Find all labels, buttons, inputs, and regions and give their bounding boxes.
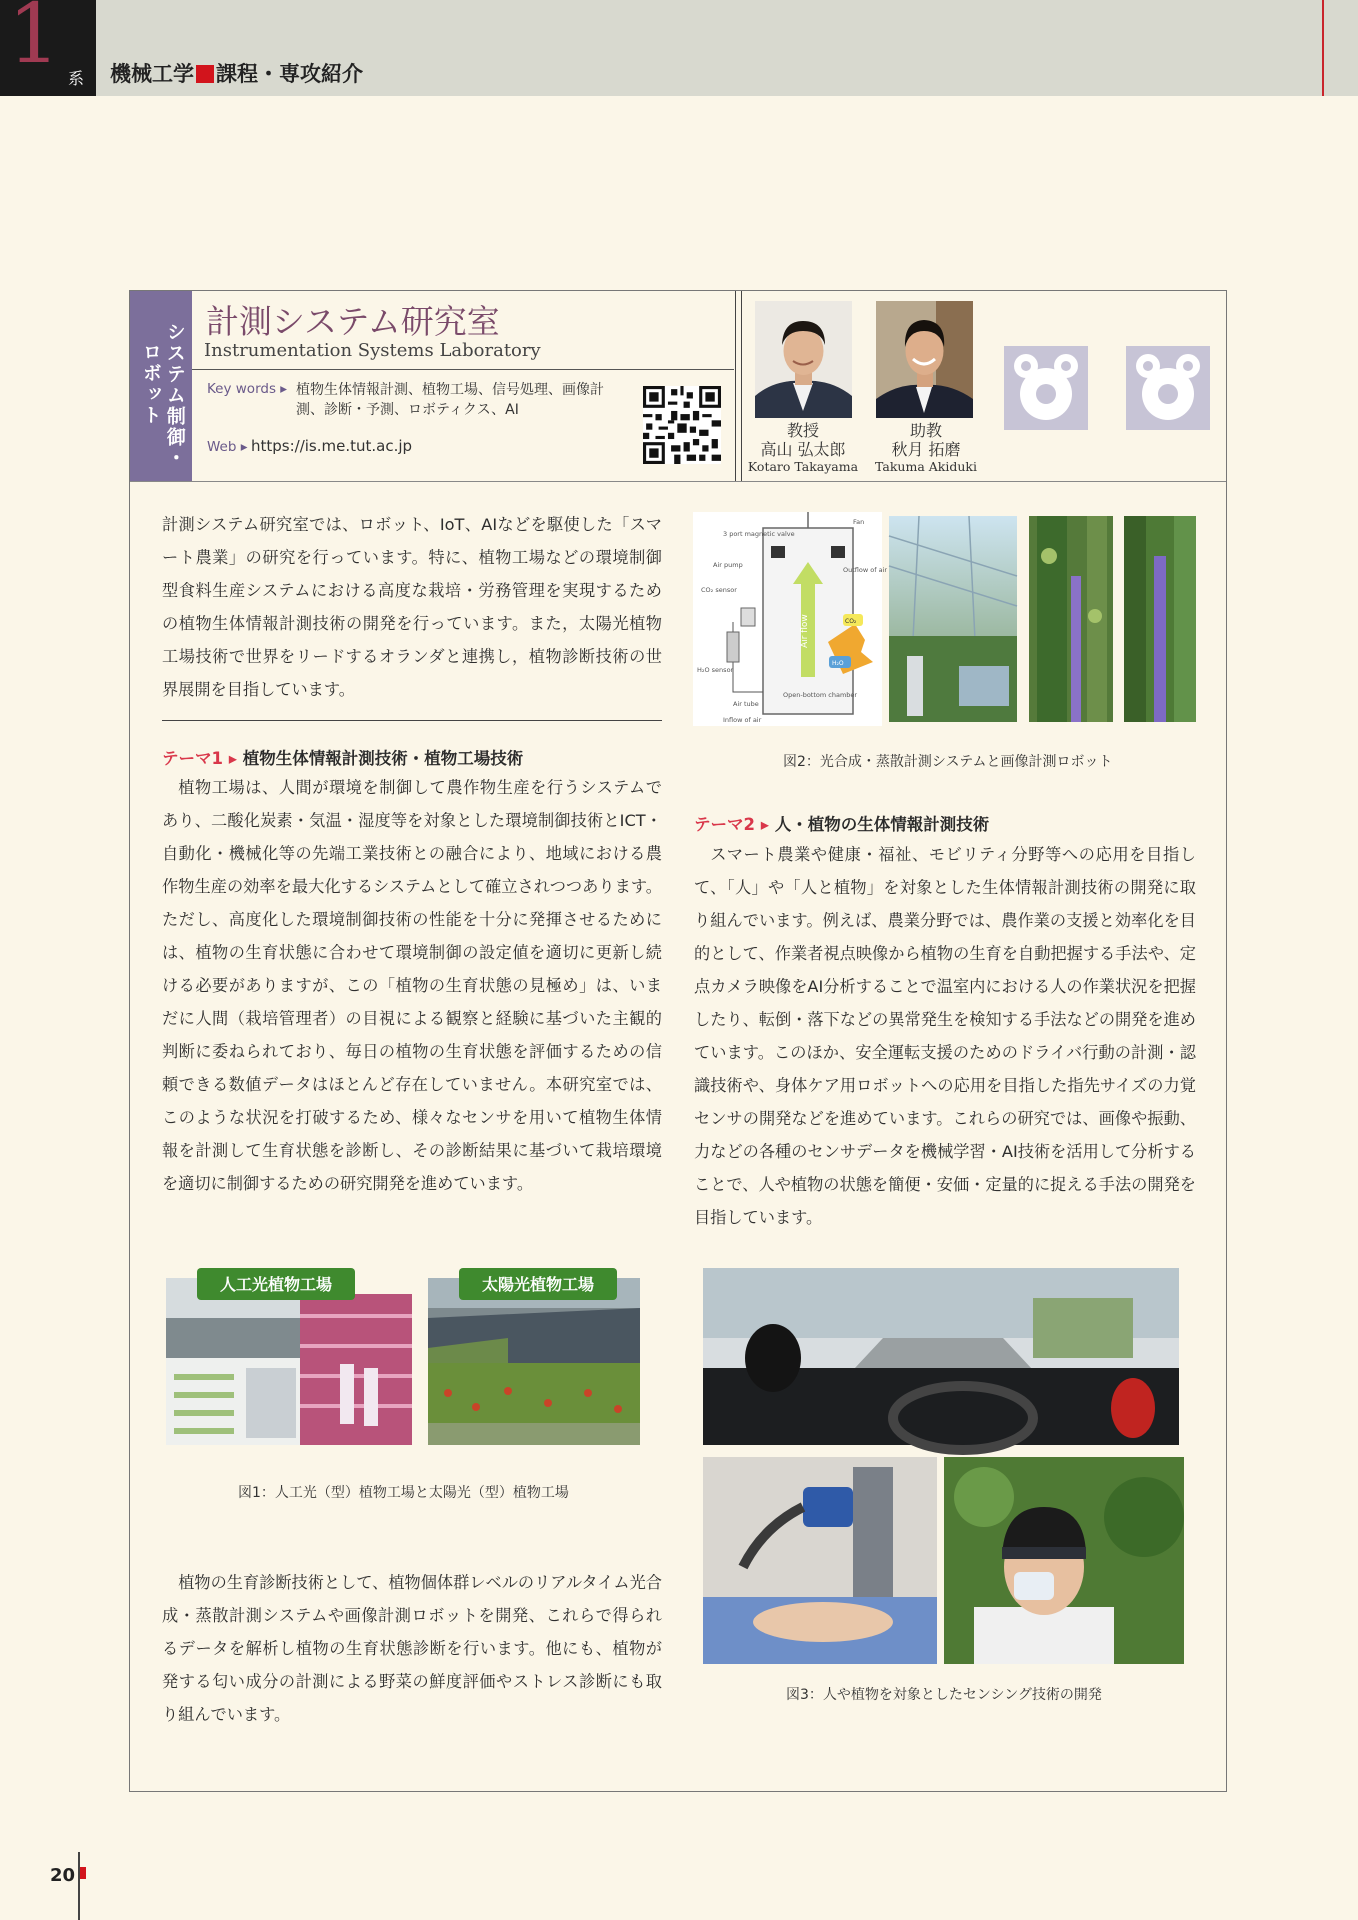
diagram-valve: 3 port magnetic valve [723,530,795,538]
web-label: Web ▸ [207,439,248,455]
page-marker [80,1867,86,1879]
keywords: 植物生体情報計測、植物工場、信号処理、画像計測、診断・予測、ロボティクス、AI [296,382,604,418]
category-line1: システム制御・ [163,322,186,469]
theme-title: 植物生体情報計測技術・植物工場技術 [242,749,524,768]
header-divider [1322,0,1324,96]
artificial-light-tag [197,1268,355,1300]
driving-simulator-photo [703,1268,1179,1445]
solar-tag-text: 太陽光植物工場 [481,1275,595,1294]
system-number: 1 [8,0,61,82]
assistant-professor-photo [876,301,973,418]
professor-photo [755,301,852,418]
header-course: 機械工学 [110,62,194,86]
divider [130,481,1226,482]
theme1-heading [162,745,523,769]
keywords-label: Key words ▸ [207,381,288,397]
page-number: 20 [50,1865,76,1886]
category-line2: ロボット [139,342,162,426]
divider [162,720,662,721]
diagram-pump: Air pump [713,561,743,569]
diagram-outflow: Outflow of air [843,566,888,574]
professor-caption [743,422,863,475]
figure3-caption: 図3：人や植物を対象としたセンシング技術の開発 [786,1687,1102,1703]
system-suffix: 系 [68,69,85,88]
theme-arrow-icon: ▸ [222,749,243,768]
diagram-h2o: H₂O sensor [697,666,734,674]
artificial-light-factory-photo-b [300,1294,412,1445]
header-title [110,58,363,88]
airflow-label: Air flow [800,614,810,648]
theme-title: 人・植物の生体情報計測技術 [774,815,990,834]
theme-number: テーマ1 [162,749,223,768]
theme-arrow-icon: ▸ [754,815,775,834]
care-robot-photo [703,1457,937,1664]
figure1-caption: 図1：人工光（型）植物工場と太陽光（型）植物工場 [238,1485,569,1501]
theme2-body: スマート農業や健康・福祉、モビリティ分野等への応用を目指して、「人」や「人と植物」を対象とした生体情報計測技術の開発に取り組んでいます。例えば、農業分野では、農作業の支援と効率化を目的として、作業者視点映像から植物の生育を自動把握する手法や、定点カメラ映像をAI分析することで温室内における人の作業状況を把握したり、転倒・落下などの異常発生を検知する手法などの開発を進めています。このほか、安全運転支援のためのドライバ行動の計測・認識技術や、身体ケア用ロボットへの応用を目指した指先サイズの力覚センサの開発などを進めています。これらの研究では、画像や振動、力などの各種のセンサデータを機械学習・AI技術を活用して分析することで、人や植物の状態を簡便・安価・定量的に捉える手法の開発を目指しています。 [694,845,1196,1227]
staff-name-en: Takuma Akiduki [875,459,977,474]
staff-name: 高山 弘太郎 [760,440,846,459]
diagram-chamber: Open-bottom chamber [783,691,858,699]
placeholder-avatar-icon [1004,346,1088,430]
plant-sensing-person-photo [944,1457,1184,1664]
intro-paragraph: 計測システム研究室では、ロボット、IoT、AIなどを駆使した「スマート農業」の研究を行っています。特に、植物工場などの環境制御型食料生産システムにおける高度な栽培・労務管理を実現するための植物生体情報計測技術の開発を行っています。また，太陽光植物工場技術で世界をリードするオランダと連携し，植物診断技術の世界展開を目指しています。 [162,515,662,699]
red-square-icon [196,65,214,83]
greenhouse-robot-photo [889,516,1017,722]
staff-name-en: Kotaro Takayama [747,459,859,474]
diagram-co2: CO₂ sensor [701,586,737,594]
assistant-professor-caption [866,422,986,475]
bottom-paragraph: 植物の生育診断技術として、植物個体群レベルのリアルタイム光合成・蒸散計測システムや画像計測ロボットを開発、これらで得られるデータを解析し植物の生育状態診断を行います。他にも、植物が発する匂い成分の計測による野菜の鮮度評価やストレス診断にも取り組んでいます。 [162,1573,662,1724]
solar-tag [459,1268,617,1300]
plant-row-photo [1124,516,1196,722]
theme1-body: 植物工場は、人間が環境を制御して農作物生産を行うシステムであり、二酸化炭素・気温・湿度等を対象とした環境制御技術とICT・自動化・機械化等の先端工業技術との融合により、地域における農作物生産の効率を最大化するシステムとして確立されつつあります。ただし、高度化した環境制御技術の性能を十分に発揮させるためには、植物の生育状態に合わせて環境制御の設定値を適切に更新し続ける必要がありますが、この「植物の生育状態の見極め」は、いまだに人間（栽培管理者）の目視による観察と経験に基づいた主観的判断に委ねられており、毎日の植物の生育状態を評価するための信頼できる数値データはほとんど存在していません。本研究室では、このような状況を打破するため、様々なセンサを用いて植物生体情報を計測して生育状態を診断し、その診断結果に基づいて栽培環境を適切に制御するための研究開発を進めています。 [162,778,662,1193]
page-margin-line [78,1852,80,1920]
divider [741,291,742,481]
diagram-inflow: Inflow of air [723,716,762,724]
figure2-caption: 図2：光合成・蒸散計測システムと画像計測ロボット [783,754,1113,770]
solar-factory-tomato-photo [428,1363,640,1445]
lab-title: 計測システム研究室 [206,302,500,341]
theme-number: テーマ2 [694,815,755,834]
plant-column-photo [1029,516,1113,722]
qr-code-icon [643,386,721,464]
divider [192,369,734,370]
web-link[interactable]: https://is.me.tut.ac.jp [251,437,413,455]
artificial-light-factory-photo-a [166,1278,300,1445]
staff-name: 秋月 拓磨 [891,440,961,459]
staff-role: 教授 [786,421,819,440]
diagram-tube: Air tube [733,700,759,708]
lab-title-en: Instrumentation Systems Laboratory [204,340,541,361]
placeholder-avatar-icon [1126,346,1210,430]
photosynthesis-system-diagram [693,512,888,726]
h2o-tag: H₂O [832,660,844,667]
co2-tag: CO₂ [845,618,857,625]
diagram-fan: Fan [853,518,865,526]
artificial-light-tag-text: 人工光植物工場 [219,1275,333,1294]
theme2-heading [694,811,989,835]
staff-role: 助教 [909,421,942,440]
header-course-rest: 課程・専攻紹介 [216,62,363,86]
divider [735,291,736,481]
